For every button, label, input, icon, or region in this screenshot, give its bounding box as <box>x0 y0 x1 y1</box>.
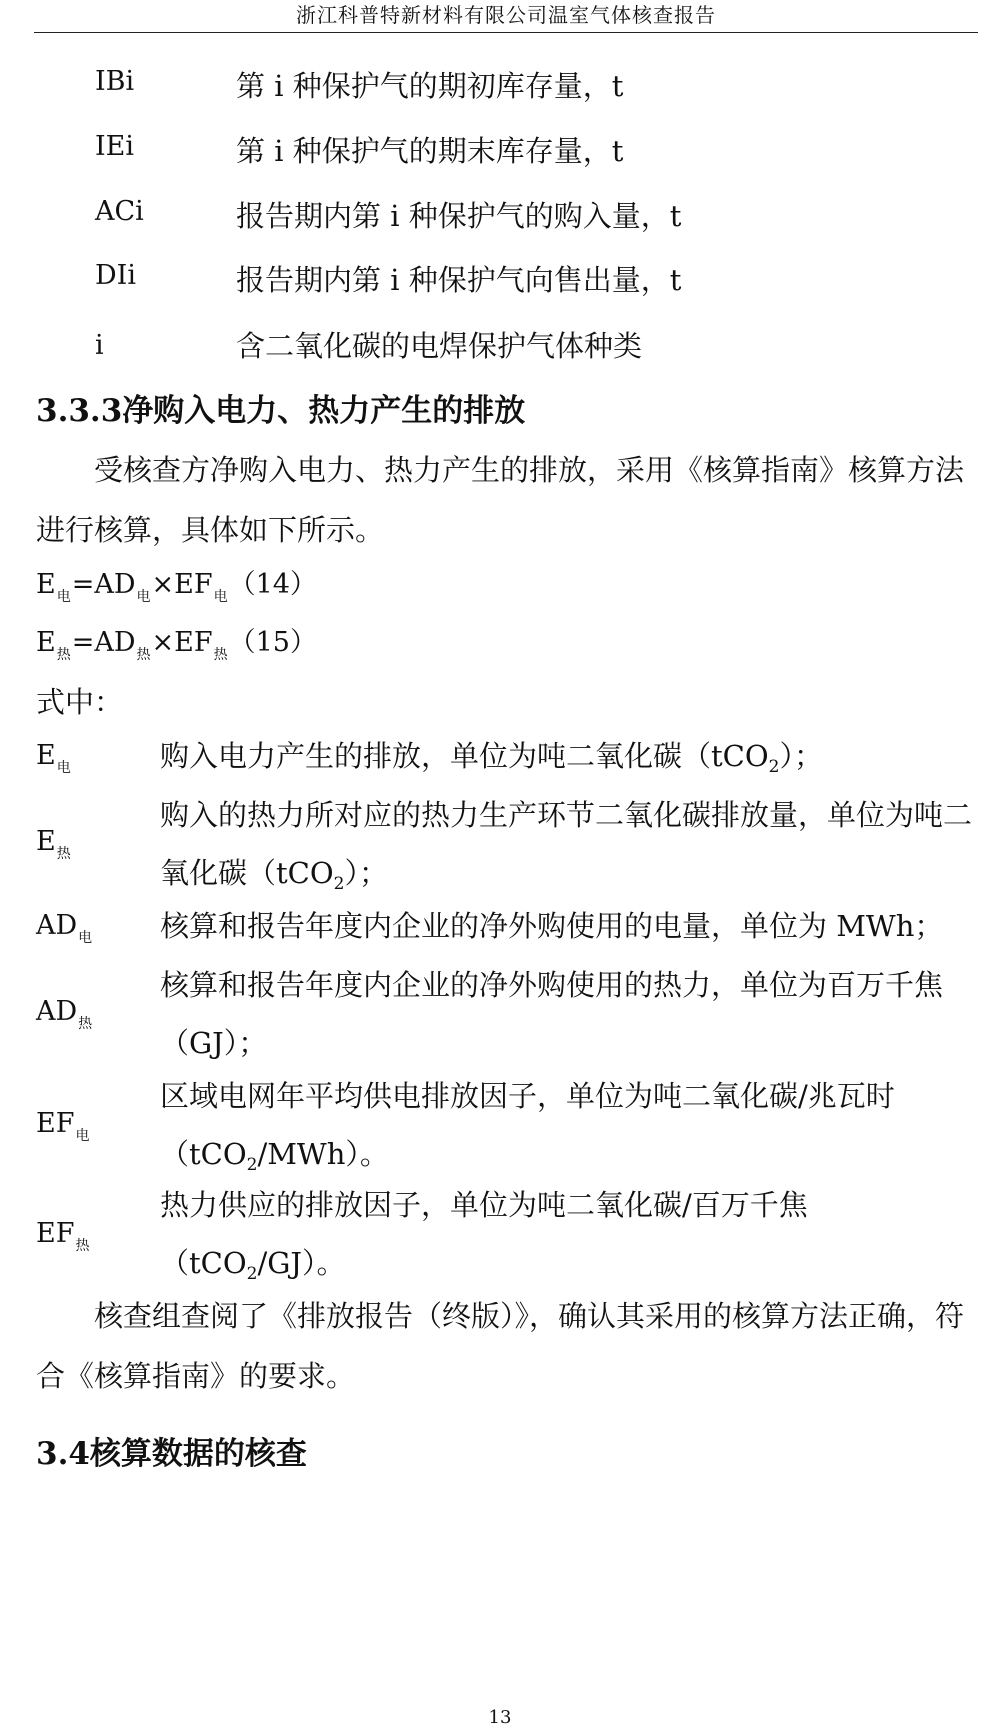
def-text-ad-elec: 核算和报告年度内企业的净外购使用的电量，单位为 MWh； <box>160 909 944 943</box>
def-text-ef-elec: 区域电网年平均供电排放因子，单位为吨二氧化碳/兆瓦时（tCO$_2$/MWh）。 <box>160 1079 895 1175</box>
def-symbol-e-heat: $E_热$ <box>36 826 71 862</box>
variable-symbol-ibi: IBi <box>95 66 135 97</box>
page-header: 浙江科普特新材料有限公司温室气体核查报告 <box>34 0 978 33</box>
variable-symbol-iei: IEi <box>95 131 135 162</box>
def-symbol-ef-elec: $EF_电$ <box>36 1108 90 1144</box>
section-heading-3-3-3: 3.3.3净购入电力、热力产生的排放 <box>36 393 526 429</box>
variable-desc-dii: 报告期内第 i 种保护气向售出量，t <box>236 263 682 297</box>
variable-desc-iei: 第 i 种保护气的期末库存量，t <box>236 134 624 168</box>
def-symbol-e-elec: $E_电$ <box>36 740 71 776</box>
def-symbol-ad-elec: $AD_电$ <box>36 910 93 946</box>
variable-desc-ibi: 第 i 种保护气的期初库存量，t <box>236 69 624 103</box>
def-symbol-ef-heat: $EF_热$ <box>36 1218 90 1254</box>
formula-14: $E_电=AD_电\times EF_电(14)$ <box>36 569 317 605</box>
variable-symbol-dii: DIi <box>95 260 136 291</box>
def-text-ad-heat: 核算和报告年度内企业的净外购使用的热力，单位为百万千焦（GJ）； <box>160 968 944 1060</box>
formula-15: $E_热=AD_热\times EF_热(15)$ <box>36 627 317 663</box>
def-text-ef-heat: 热力供应的排放因子，单位为吨二氧化碳/百万千焦（tCO$_2$/GJ）。 <box>160 1188 808 1284</box>
variable-symbol-i: i <box>95 330 104 361</box>
intro-paragraph: 受核查方净购入电力、热力产生的排放，采用《核算指南》核算方法进行核算，具体如下所示。 <box>36 453 965 547</box>
def-symbol-ad-heat: $AD_热$ <box>36 996 93 1032</box>
section-heading-3-4: 3.4核算数据的核查 <box>36 1436 307 1472</box>
variable-symbol-aci: ACi <box>95 196 144 227</box>
variable-desc-i: 含二氧化碳的电焊保护气体种类 <box>236 329 643 363</box>
conclusion-paragraph: 核查组查阅了《排放报告（终版）》，确认其采用的核算方法正确，符合《核算指南》的要求。 <box>36 1299 965 1393</box>
page-number: 13 <box>488 1707 512 1728</box>
def-text-e-heat: 购入的热力所对应的热力生产环节二氧化碳排放量，单位为吨二氧化碳（tCO$_2$）； <box>160 798 973 894</box>
variable-desc-aci: 报告期内第 i 种保护气的购入量，t <box>236 199 682 233</box>
where-label: 式中： <box>36 685 124 719</box>
def-text-e-elec: 购入电力产生的排放，单位为吨二氧化碳（tCO$_2$）； <box>160 739 823 777</box>
